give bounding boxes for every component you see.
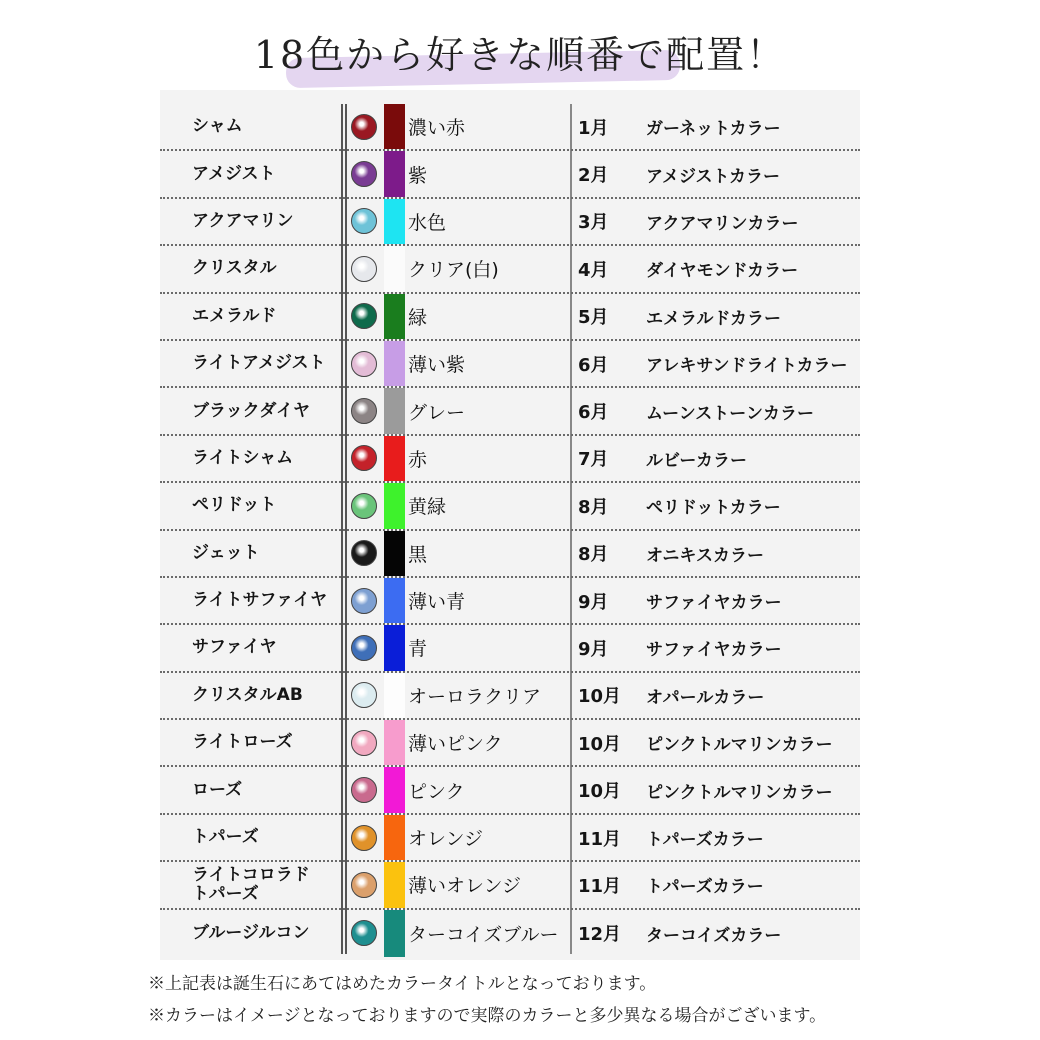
rhinestone-icon xyxy=(346,483,382,528)
color-name: ジェット xyxy=(192,542,260,563)
birthstone-color: ムーンストーンカラー xyxy=(646,403,814,424)
japanese-color-label: ターコイズブルー xyxy=(408,923,559,946)
color-swatch xyxy=(384,862,405,907)
birthstone-color: アレキサンドライトカラー xyxy=(646,356,848,377)
birth-month: 9月 xyxy=(578,591,609,613)
color-name: ブルージルコン xyxy=(192,922,310,943)
birth-month: 9月 xyxy=(578,638,609,660)
japanese-color-label: オーロラクリア xyxy=(408,685,542,708)
page-title: 18色から好きな順番で配置！ xyxy=(253,33,787,77)
rhinestone-dot xyxy=(351,682,377,708)
color-name: ライトコロラド トパーズ xyxy=(192,864,310,904)
rhinestone-icon xyxy=(346,720,382,765)
note-2: ※カラーはイメージとなっておりますので実際のカラーと多少異なる場合がございます。 xyxy=(148,1006,827,1026)
color-swatch xyxy=(384,199,405,244)
color-swatch xyxy=(384,910,405,957)
table-row xyxy=(160,388,860,435)
birthstone-color: サファイヤカラー xyxy=(646,640,782,661)
color-name: ペリドット xyxy=(192,495,277,516)
color-swatch xyxy=(384,531,405,576)
table-row xyxy=(160,199,860,246)
birth-month: 3月 xyxy=(578,212,609,234)
color-name: ライトアメジスト xyxy=(192,353,326,374)
rhinestone-dot xyxy=(351,635,377,661)
color-name: ライトローズ xyxy=(192,732,293,753)
rhinestone-icon xyxy=(346,436,382,481)
color-name: クリスタル xyxy=(192,258,277,279)
japanese-color-label: 薄い紫 xyxy=(408,354,466,377)
table-row xyxy=(160,151,860,198)
table-row xyxy=(160,862,860,909)
rhinestone-dot xyxy=(351,445,377,471)
color-name: ライトシャム xyxy=(192,447,294,468)
table-row xyxy=(160,294,860,341)
color-name: アメジスト xyxy=(192,163,276,184)
color-swatch xyxy=(384,720,405,765)
birthstone-color: オパールカラー xyxy=(646,687,765,708)
color-name: ライトサファイヤ xyxy=(192,590,328,611)
rhinestone-icon xyxy=(346,531,382,576)
birthstone-color: アメジストカラー xyxy=(646,166,780,187)
table-row xyxy=(160,720,860,767)
color-name: シャム xyxy=(192,116,243,137)
birthstone-color: ガーネットカラー xyxy=(646,119,781,140)
birthstone-color: トパーズカラー xyxy=(646,830,764,851)
rhinestone-dot xyxy=(351,256,377,282)
rhinestone-icon xyxy=(346,862,382,907)
table-row xyxy=(160,483,860,530)
rhinestone-dot xyxy=(351,303,377,329)
japanese-color-label: 黄緑 xyxy=(408,496,447,519)
rhinestone-icon xyxy=(346,246,382,291)
rhinestone-dot xyxy=(351,114,377,140)
birthstone-color: サファイヤカラー xyxy=(646,593,782,614)
rhinestone-icon xyxy=(346,673,382,718)
table-row xyxy=(160,578,860,625)
rhinestone-dot xyxy=(351,920,377,946)
birthstone-color: エメラルドカラー xyxy=(646,308,781,329)
birth-month: 2月 xyxy=(578,165,609,187)
rhinestone-icon xyxy=(346,151,382,196)
rhinestone-dot xyxy=(351,825,377,851)
color-name: ローズ xyxy=(192,779,243,800)
japanese-color-label: 薄いオレンジ xyxy=(408,875,522,898)
rhinestone-dot xyxy=(351,872,377,898)
rhinestone-dot xyxy=(351,398,377,424)
birth-month: 5月 xyxy=(578,307,609,329)
birth-month: 11月 xyxy=(578,828,622,850)
birthstone-color: ピンクトルマリンカラー xyxy=(646,735,833,756)
japanese-color-label: 黒 xyxy=(408,543,428,566)
birth-month: 8月 xyxy=(578,496,609,518)
birth-month: 10月 xyxy=(578,686,622,708)
japanese-color-label: クリア(白) xyxy=(408,259,499,282)
color-name: クリスタルAB xyxy=(192,684,303,705)
color-swatch xyxy=(384,436,405,481)
color-swatch xyxy=(384,673,405,718)
birthstone-color: ピンクトルマリンカラー xyxy=(646,782,833,803)
rhinestone-icon xyxy=(346,341,382,386)
rhinestone-icon xyxy=(346,294,382,339)
japanese-color-label: 水色 xyxy=(408,211,447,234)
rhinestone-icon xyxy=(346,767,382,812)
color-swatch xyxy=(384,246,405,291)
japanese-color-label: グレー xyxy=(408,401,466,424)
color-swatch xyxy=(384,294,405,339)
rhinestone-icon xyxy=(346,388,382,433)
table-row xyxy=(160,246,860,293)
birthstone-color: ペリドットカラー xyxy=(646,498,781,519)
notes xyxy=(148,968,1028,1032)
color-swatch xyxy=(384,815,405,860)
rhinestone-icon xyxy=(346,910,382,957)
japanese-color-label: 赤 xyxy=(408,448,428,471)
birth-month: 12月 xyxy=(578,924,622,946)
japanese-color-label: オレンジ xyxy=(408,828,484,851)
rhinestone-dot xyxy=(351,351,377,377)
color-name: エメラルド xyxy=(192,305,277,326)
birth-month: 4月 xyxy=(578,259,609,281)
rhinestone-icon xyxy=(346,199,382,244)
color-swatch xyxy=(384,104,405,149)
birthstone-color: オニキスカラー xyxy=(646,545,764,566)
rhinestone-dot xyxy=(351,493,377,519)
table-row xyxy=(160,104,860,151)
color-name: ブラックダイヤ xyxy=(192,400,310,421)
table-row xyxy=(160,436,860,483)
rhinestone-icon xyxy=(346,578,382,623)
color-swatch xyxy=(384,388,405,433)
color-table xyxy=(160,90,860,960)
color-name: サファイヤ xyxy=(192,637,277,658)
japanese-color-label: 緑 xyxy=(408,306,428,329)
color-swatch xyxy=(384,483,405,528)
rhinestone-icon xyxy=(346,104,382,149)
color-swatch xyxy=(384,625,405,670)
birth-month: 1月 xyxy=(578,117,609,139)
color-swatch xyxy=(384,578,405,623)
table-row xyxy=(160,625,860,672)
table-row xyxy=(160,341,860,388)
rhinestone-dot xyxy=(351,540,377,566)
birth-month: 6月 xyxy=(578,402,609,424)
japanese-color-label: 青 xyxy=(408,638,428,661)
color-swatch xyxy=(384,767,405,812)
rhinestone-dot xyxy=(351,588,377,614)
birthstone-color: ダイヤモンドカラー xyxy=(646,261,799,282)
birth-month: 8月 xyxy=(578,544,609,566)
table-row xyxy=(160,767,860,814)
birth-month: 11月 xyxy=(578,875,622,897)
table-row xyxy=(160,531,860,578)
note-1: ※上記表は誕生石にあてはめたカラータイトルとなっております。 xyxy=(148,974,657,994)
birth-month: 10月 xyxy=(578,781,622,803)
rhinestone-dot xyxy=(351,161,377,187)
birthstone-color: アクアマリンカラー xyxy=(646,213,799,234)
japanese-color-label: 濃い赤 xyxy=(408,117,466,140)
rhinestone-icon xyxy=(346,815,382,860)
japanese-color-label: 紫 xyxy=(408,164,428,187)
color-name: トパーズ xyxy=(192,827,259,848)
color-swatch xyxy=(384,341,405,386)
japanese-color-label: 薄いピンク xyxy=(408,733,503,756)
japanese-color-label: ピンク xyxy=(408,780,465,803)
birth-month: 10月 xyxy=(578,733,622,755)
title-area xyxy=(0,18,1040,88)
table-row xyxy=(160,815,860,862)
birth-month: 7月 xyxy=(578,449,609,471)
rhinestone-dot xyxy=(351,730,377,756)
table-row xyxy=(160,910,860,957)
table-rows xyxy=(160,104,860,957)
rhinestone-icon xyxy=(346,625,382,670)
color-swatch xyxy=(384,151,405,196)
birth-month: 6月 xyxy=(578,354,609,376)
birthstone-color: トパーズカラー xyxy=(646,877,764,898)
birthstone-color: ターコイズカラー xyxy=(646,925,782,946)
rhinestone-dot xyxy=(351,777,377,803)
table-row xyxy=(160,673,860,720)
birthstone-color: ルビーカラー xyxy=(646,450,747,471)
rhinestone-dot xyxy=(351,208,377,234)
japanese-color-label: 薄い青 xyxy=(408,591,466,614)
color-name: アクアマリン xyxy=(192,210,294,231)
